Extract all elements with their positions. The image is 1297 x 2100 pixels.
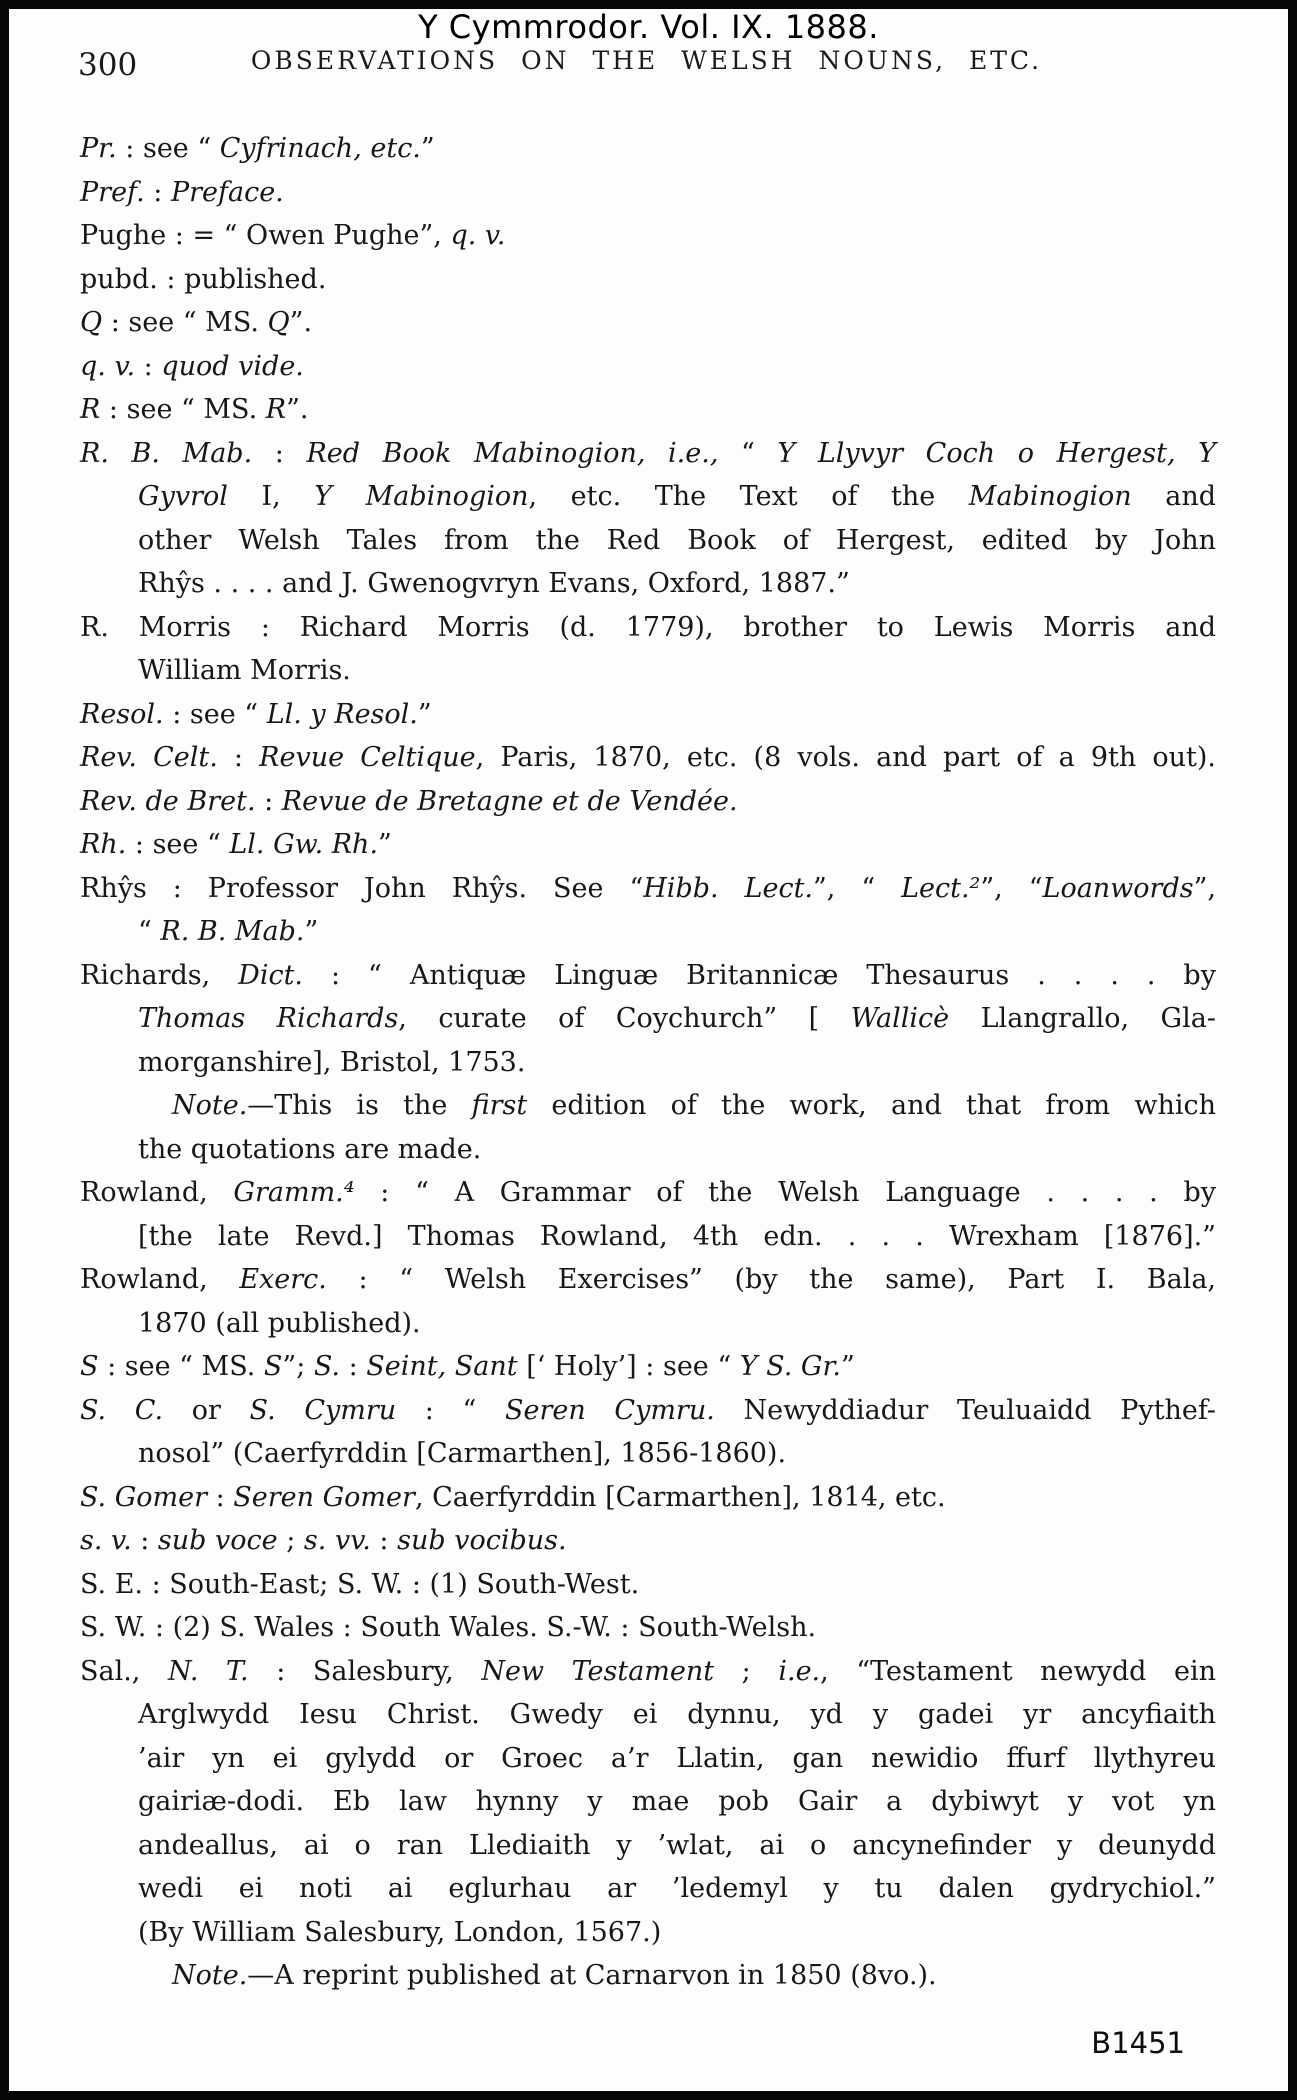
entry-line [80, 171, 1216, 215]
text-segment: ”, [1193, 872, 1216, 904]
entry-line [80, 345, 1216, 389]
text-segment: Q [267, 307, 290, 338]
entry-line [80, 1041, 1216, 1085]
text-segment: Rev. Celt. [80, 742, 218, 773]
entry-line [80, 1563, 1216, 1607]
entry-line [80, 1302, 1216, 1346]
entry-line [80, 1954, 1216, 1998]
entry-line [80, 1650, 1216, 1694]
text-segment: ” [840, 1351, 855, 1382]
text-segment: Rowland, [80, 1177, 234, 1208]
text-segment: sub vocibus. [397, 1525, 567, 1556]
text-segment: Seren Cymru. [505, 1394, 715, 1426]
text-segment: nosol” (Caerfyrddin [Carmarthen], 1856-1860). [138, 1438, 787, 1469]
text-segment: S [80, 1351, 99, 1382]
entry-line [80, 258, 1216, 302]
page-number: 300 [78, 47, 138, 83]
text-segment: quod vide. [161, 350, 304, 382]
text-segment: other Welsh Tales from the Red Book of Hergest, edited by John [138, 524, 1216, 556]
entry-line [80, 1084, 1216, 1128]
entry-line [80, 1258, 1216, 1302]
text-segment: Richards, [80, 959, 239, 991]
text-segment: : [255, 785, 282, 817]
text-segment: Y S. Gr. [739, 1351, 841, 1382]
text-segment: : [207, 1481, 234, 1513]
text-segment: ; [714, 1655, 779, 1687]
text-segment: ” [420, 133, 435, 164]
entry-line [80, 214, 1216, 258]
text-segment: or [163, 1394, 250, 1426]
text-segment: ” [304, 916, 319, 947]
volume-caption: Y Cymmrodor. Vol. IX. 1888. [418, 8, 879, 46]
text-segment: Rhŷs . . . . and J. Gwenogvryn Evans, Oxford, 1887.” [138, 568, 850, 599]
entry-line [80, 301, 1216, 345]
text-segment: N. T. [167, 1655, 249, 1687]
entry-line [80, 1345, 1216, 1389]
text-segment: Ll. Gw. Rh. [229, 829, 379, 860]
entry-line [80, 867, 1216, 911]
text-segment: edition of the work, and that from which [527, 1090, 1216, 1121]
entry-line [80, 432, 1216, 476]
text-segment: Exerc. [239, 1264, 327, 1295]
text-segment: Preface. [170, 176, 284, 208]
entry-line [80, 1824, 1216, 1868]
text-segment: Sal., [80, 1655, 168, 1687]
entry-line [80, 1128, 1216, 1172]
text-segment: Cyfrinach, etc. [219, 133, 421, 164]
text-segment: : [252, 437, 307, 469]
entry-line [80, 388, 1216, 432]
entry-line [80, 1171, 1216, 1215]
entry-line [80, 1389, 1216, 1433]
text-segment: S. Cymru [249, 1394, 397, 1426]
entry-line [80, 910, 1216, 954]
text-segment: S. Gomer [80, 1481, 208, 1513]
text-segment: Revue Celtique [259, 742, 476, 773]
text-segment: Mabinogion [968, 481, 1132, 512]
text-segment: Gramm.⁴ [233, 1177, 355, 1208]
text-segment: ”. [289, 307, 313, 338]
text-segment: Y Mabinogion [314, 481, 529, 512]
text-segment: ”. [286, 394, 309, 425]
text-segment: ”; [282, 1351, 314, 1382]
entry-line [80, 780, 1216, 824]
text-segment: : [144, 176, 171, 208]
text-segment: Note. [172, 1960, 248, 1991]
entry-line [80, 997, 1216, 1041]
text-segment: S. C. [80, 1394, 164, 1426]
running-head: OBSERVATIONS ON THE WELSH NOUNS, ETC. [250, 46, 1043, 75]
entry-line [80, 1432, 1216, 1476]
text-segment: , curate of Coychurch” [ [398, 1003, 851, 1034]
text-segment: , “Testament newydd ein [820, 1655, 1217, 1687]
text-segment: “ [138, 916, 161, 947]
text-segment: Pr. [80, 133, 117, 164]
text-segment: R [80, 394, 101, 425]
entry-line [80, 736, 1216, 780]
text-segment: Thomas Richards [138, 1003, 399, 1034]
entry-line [80, 1606, 1216, 1650]
text-segment: q. v. [80, 350, 136, 382]
entry-line [80, 1911, 1216, 1955]
text-segment: Loanwords [1042, 872, 1194, 904]
text-segment: R [265, 394, 287, 425]
text-segment: Arglwydd Iesu Christ. Gwedy ei dynnu, yd y gadei yr ancyfiaith [138, 1699, 1216, 1730]
text-segment: sub voce [157, 1525, 278, 1556]
text-segment: morganshire], Bristol, 1753. [138, 1046, 526, 1078]
text-segment: : see “ MS. [100, 394, 266, 425]
text-segment: 1870 (all published). [138, 1307, 421, 1339]
text-segment: : [340, 1351, 367, 1382]
entry-line [80, 606, 1216, 650]
text-segment: and [1131, 481, 1217, 512]
text-segment: : “ Antiquæ Linguæ Britannicæ Thesaurus . . . . by [303, 959, 1216, 991]
page-header [78, 46, 1215, 88]
text-segment: Lect.² [901, 872, 981, 904]
text-segment: R. B. Mab. [160, 916, 305, 947]
text-segment: , Paris, 1870, etc. (8 vols. and part of a 9th out). [475, 742, 1217, 773]
entry-line [80, 1737, 1216, 1781]
text-segment: ’air yn ei gylydd or Groec a’r Llatin, gan newidio ffurf llythyreu [138, 1742, 1216, 1774]
text-segment: pubd. : published. [80, 263, 327, 295]
text-segment: ”, “ [813, 872, 902, 904]
entry-line [80, 1780, 1216, 1824]
entry-line [80, 519, 1216, 563]
entry-line [80, 1693, 1216, 1737]
entry-line [80, 1867, 1216, 1911]
text-segment: : see “ [163, 698, 267, 730]
text-segment: Wallicè [850, 1003, 950, 1034]
text-segment: : “ Welsh Exercises” (by the same), Part I. Bala, [326, 1264, 1216, 1295]
text-segment: ”, “ [980, 872, 1043, 904]
text-segment: first [471, 1090, 528, 1121]
text-segment: : see “ MS. [102, 307, 268, 338]
text-segment: s. v. [80, 1525, 132, 1556]
entry-line [80, 693, 1216, 737]
text-segment: S. [313, 1351, 340, 1382]
entry-line [80, 1215, 1216, 1259]
text-segment: gairiæ-dodi. Eb law hynny y mae pob Gair a dybiwyt y vot yn [138, 1786, 1216, 1817]
text-segment: Q [80, 307, 103, 338]
text-segment: Red Book Mabinogion, i.e., [306, 437, 719, 469]
text-segment: [‘ Holy’] : see “ [517, 1351, 740, 1382]
text-segment: “ [718, 437, 778, 469]
text-segment: : “ A Grammar of the Welsh Language . . . . by [354, 1177, 1217, 1208]
text-segment: : see “ [126, 829, 230, 860]
text-segment: Rev. de Bret. [80, 785, 256, 817]
text-segment: —This is the [247, 1090, 472, 1121]
text-segment: : [217, 742, 260, 773]
text-segment: Seint, Sant [366, 1351, 518, 1382]
catalog-id: B1451 [1091, 2026, 1185, 2060]
entry-line [80, 127, 1216, 171]
text-segment: Pughe : = “ Owen Pughe”, [80, 220, 451, 251]
text-segment: Rh. [80, 829, 127, 860]
text-segment: Pref. [80, 176, 145, 208]
text-segment: , Caerfyrddin [Carmarthen], 1814, etc. [414, 1481, 946, 1513]
text-segment: —A reprint published at Carnarvon in 1850 (8vo.). [247, 1960, 937, 1991]
text-segment: S [263, 1351, 283, 1382]
abbreviation-entries-list [80, 127, 1216, 1998]
entry-line [80, 562, 1216, 606]
text-segment: ; [277, 1525, 304, 1556]
text-segment: R. Morris : Richard Morris (d. 1779), brother to Lewis Morris and [80, 611, 1216, 643]
text-segment: Y Llyvyr Coch o Hergest, Y [777, 437, 1216, 469]
text-segment: Resol. [80, 698, 164, 730]
entry-line [80, 823, 1216, 867]
text-segment: I, [227, 481, 315, 512]
text-segment: S. W. : (2) S. Wales : South Wales. S.-W. : South-Welsh. [80, 1612, 817, 1643]
text-segment: , etc. The Text of the [528, 481, 969, 512]
text-segment: : see “ MS. [98, 1351, 264, 1382]
text-segment: Dict. [238, 959, 304, 991]
text-segment: : [131, 1525, 158, 1556]
text-segment: Rowland, [80, 1264, 240, 1295]
text-segment: andeallus, ai o ran Llediaith y ’wlat, ai o ancynefinder y deunydd [138, 1829, 1216, 1861]
text-segment: New Testament [481, 1655, 715, 1687]
text-segment: Newyddiadur Teuluaidd Pythef- [714, 1394, 1217, 1426]
text-segment: : [370, 1525, 398, 1556]
text-segment: Hibb. Lect. [643, 872, 813, 904]
text-segment: : “ [396, 1394, 506, 1426]
text-segment: William Morris. [138, 655, 351, 686]
text-segment: : [135, 350, 162, 382]
entry-line [80, 649, 1216, 693]
text-segment: i.e. [778, 1655, 821, 1687]
text-segment: Rhŷs : Professor John Rhŷs. See “ [80, 872, 644, 904]
entry-line [80, 954, 1216, 998]
text-segment: the quotations are made. [138, 1133, 482, 1165]
entry-line [80, 1476, 1216, 1520]
text-segment: S. E. : South-East; S. W. : (1) South-West. [80, 1568, 640, 1600]
text-segment: Ll. y Resol. [266, 698, 418, 730]
text-segment: Revue de Bretagne et de Vendée. [281, 785, 738, 817]
text-segment: R. B. Mab. [80, 437, 253, 469]
text-segment: ” [417, 698, 432, 730]
entry-line [80, 1519, 1216, 1563]
text-segment: [the late Revd.] Thomas Rowland, 4th edn. . . . Wrexham [1876].” [138, 1220, 1216, 1252]
text-segment: Note. [172, 1090, 248, 1121]
text-segment: ” [378, 829, 392, 860]
text-segment: Seren Gomer [233, 1481, 415, 1513]
text-segment: s. vv. [303, 1525, 371, 1556]
text-segment: Gyvrol [138, 481, 228, 512]
text-segment: : see “ [116, 133, 220, 164]
entry-line [80, 475, 1216, 519]
text-segment: wedi ei noti ai eglurhau ar ’ledemyl y tu dalen gydrychiol.” [138, 1873, 1216, 1904]
text-segment: Llangrallo, Gla- [949, 1003, 1216, 1034]
text-segment: : Salesbury, [248, 1655, 482, 1687]
text-segment: q. v. [450, 220, 506, 251]
text-segment: (By William Salesbury, London, 1567.) [138, 1916, 662, 1948]
